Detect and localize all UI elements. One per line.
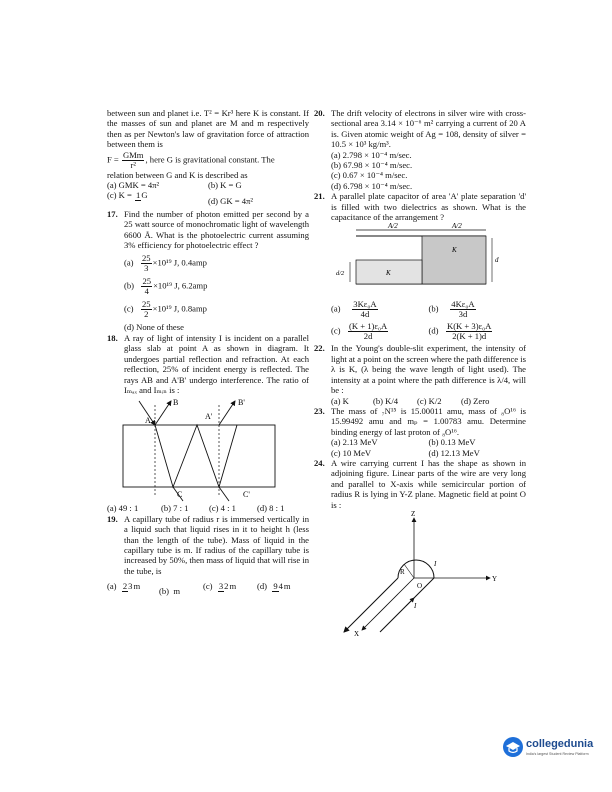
q19-option-c — [203, 581, 257, 596]
q17-option-c — [124, 300, 309, 319]
q22-number: 22. — [314, 343, 325, 354]
q18-text: A ray of light of intensity I is incident on a parallel glass slab at point A as shown in diagram. It undergoes partial reflection and refraction. At each reflection, 25% of incident energy is reflected. The rays AB and A'B' undergo interference. The ratio of Iₘₐₓ and Iₘᵢₙ is : — [124, 332, 309, 395]
label-I-bottom: I — [414, 601, 417, 610]
x-axis — [362, 578, 414, 630]
formula-rest: , here G is gravitational constant. The — [145, 154, 275, 165]
opt-label: (b) — [159, 586, 170, 597]
opt-rest: m — [173, 586, 181, 597]
q21-options — [314, 300, 526, 341]
label-I-top: I — [434, 559, 437, 568]
question-18 — [107, 333, 309, 395]
formula-den: r² — [130, 159, 136, 170]
q24-wire-diagram — [314, 510, 526, 638]
current-arrow-right — [406, 598, 414, 606]
q16-options-row2 — [107, 190, 309, 206]
frac-den: 3 — [144, 263, 149, 274]
q22-options — [314, 396, 526, 406]
opt-label: (b) — [428, 303, 439, 314]
q18-option-b: (b) 7 : 1 — [161, 503, 189, 514]
label-d: d — [495, 256, 499, 265]
q18-options — [107, 503, 309, 513]
q23-number: 23. — [314, 405, 325, 416]
label-d2: d/2 — [336, 270, 345, 278]
right-column — [314, 108, 526, 638]
frac-num: 3 — [218, 581, 224, 592]
frac-num: 3Kε₀A — [353, 299, 377, 310]
frac-den: 4 — [278, 581, 283, 592]
q21-options-row2 — [331, 322, 526, 341]
opt-label: (a) — [124, 257, 134, 268]
opt-frac — [141, 254, 152, 273]
opt-rest: m — [283, 581, 291, 592]
frac-num: 2 — [122, 581, 128, 592]
label-X: X — [354, 629, 360, 638]
opt-frac — [218, 582, 229, 592]
frac-den: 4 — [144, 286, 149, 297]
q19-number: 19. — [107, 513, 118, 524]
q23-option-d: (d) 12.13 MeV — [428, 447, 480, 458]
label-R: R — [400, 567, 405, 576]
label-B: B — [173, 398, 179, 408]
q24-number: 24. — [314, 457, 325, 468]
q17-number: 17. — [107, 208, 118, 219]
glass-slab — [123, 425, 275, 487]
q23-options — [314, 437, 526, 458]
q20-option-b: (b) 67.98 × 10⁻⁴ m/sec. — [331, 160, 413, 171]
q17-option-d: (d) None of these — [124, 322, 184, 333]
q18-number: 18. — [107, 332, 118, 343]
opt-label: (c) — [331, 325, 341, 336]
label-k-top: K — [452, 246, 457, 255]
q20-options — [314, 150, 526, 192]
opt-frac — [272, 582, 283, 592]
frac-num: K(K + 3)ε₀A — [446, 321, 492, 332]
question-19 — [107, 514, 309, 576]
q19-text: A capillary tube of radius r is immersed vertically in a liquid such that liquid rises in it to height h (less than the length of the tube). Mass of liquid in the capillary tube is m. If radius of the capillary tube is increased by 50%, then mass of liquid that will rise in the tube, is — [124, 513, 309, 576]
q20-option-d: (d) 6.798 × 10⁻⁴ m/sec. — [331, 180, 413, 191]
q23-option-c: (c) 10 MeV — [331, 447, 372, 458]
opt-frac — [141, 300, 152, 319]
q20-option-c: (c) 0.67 × 10⁻⁴ m/sec. — [331, 170, 408, 181]
q18-option-c: (c) 4 : 1 — [209, 503, 236, 514]
opt-label: (d) — [428, 325, 439, 336]
refracted-path — [155, 425, 237, 487]
label-Z: Z — [411, 509, 416, 518]
question-22 — [314, 343, 526, 395]
q20-text: The drift velocity of electrons in silver wire with cross-sectional area 3.14 × 10⁻⁶ m² carrying a current of 20 A is. Given atomic weight of Ag = 108, density of silver = 10.5 × 10³ kg/m³. — [331, 108, 526, 150]
q21-option-a — [331, 300, 429, 319]
opt-rest: ×10¹⁹ J, 0.4amp — [152, 257, 207, 268]
frac-num: 25 — [142, 276, 152, 287]
q20-number: 20. — [314, 108, 325, 118]
label-C1: C' — [243, 490, 250, 500]
q23-option-a: (a) 2.13 MeV — [331, 437, 378, 448]
dielectric-full — [422, 236, 486, 284]
opt-frac — [352, 300, 377, 319]
opt-label: (a) — [107, 581, 117, 592]
q22-option-b: (b) K/4 — [373, 395, 399, 406]
opt-label: (a) — [331, 303, 341, 314]
frac-den: 3 — [128, 581, 133, 592]
q16-option-c — [107, 190, 208, 206]
opt-frac — [348, 322, 388, 341]
label-half2: A/2 — [452, 222, 462, 231]
q16-c-label: (c) K = — [107, 190, 132, 201]
frac-num: 4Kε₀A — [451, 299, 475, 310]
q16-relation: relation between G and K is described as — [107, 169, 248, 180]
q22-text: In the Young's double-slit experiment, the intensity of light at a point on the screen where the path difference is λ is K, (λ being the wave length of light used). The intensity at a point where the path difference is λ/4, will be : — [331, 343, 526, 396]
q22-option-c: (c) K/2 — [417, 395, 442, 406]
label-A: A — [145, 416, 151, 426]
radius-line — [404, 564, 414, 578]
q16-option-d: (d) GK = 4π² — [208, 196, 253, 207]
question-20 — [314, 108, 526, 150]
opt-label: (d) — [257, 581, 268, 592]
label-half1: A/2 — [388, 222, 398, 231]
frac-num: 9 — [273, 581, 278, 592]
q23-text: The mass of ₇N¹⁵ is 15.00011 amu, mass of ₈O¹⁶ is 15.99492 amu and mₚ = 1.00783 amu. Determine binding energy of last proton of ₈O¹⁶. — [331, 405, 526, 437]
q21-option-b — [429, 300, 477, 319]
q17-option-b — [124, 277, 309, 296]
q21-text: A parallel plate capacitor of area 'A' plate separation 'd' is filled with two dielectrics as shown. What is the capacitance of the arrangement ? — [331, 191, 526, 223]
emergent-ray-c1 — [219, 487, 229, 501]
q24-text: A wire carrying current I has the shape as shown in adjoining figure. Linear parts of the wire are very long and parallel to X-axis while semicircular portion of radius R is lying in Y-Z plane. Magnetic field at point O is : — [331, 457, 526, 510]
formula-num: GMm — [122, 149, 144, 160]
frac-den: 2(K + 1)d — [452, 331, 487, 342]
frac-den: 3d — [458, 309, 468, 320]
q18-option-d: (d) 8 : 1 — [257, 503, 285, 514]
q16-options-row1 — [107, 180, 309, 190]
opt-frac — [141, 277, 152, 296]
wire-left — [344, 578, 398, 632]
q20-option-a: (a) 2.798 × 10⁻⁴ m/sec. — [331, 149, 412, 160]
frac-num: 25 — [142, 253, 151, 264]
q16-option-b: (b) K = G — [208, 180, 242, 191]
q22-option-a: (a) K — [331, 395, 349, 406]
q16-option-a: (a) GMK = 4π² — [107, 180, 160, 191]
question-21 — [314, 191, 526, 222]
q21-number: 21. — [314, 191, 325, 202]
q17-options — [107, 254, 309, 332]
q19-option-b — [159, 581, 203, 596]
q21-option-d — [429, 322, 494, 341]
formula-lhs: F = — [107, 154, 119, 165]
reflected-ray-a1b1 — [219, 401, 235, 425]
q21-option-c — [331, 322, 429, 341]
q18-option-a: (a) 49 : 1 — [107, 503, 139, 514]
label-C: C — [177, 490, 183, 500]
opt-rest: m — [133, 581, 141, 592]
opt-rest: ×10¹⁹ J, 0.8amp — [152, 303, 207, 314]
reflected-ray-ab — [155, 401, 171, 425]
frac-den: 2 — [144, 309, 149, 320]
q21-capacitor-diagram — [314, 222, 526, 300]
label-A1: A' — [205, 412, 213, 422]
opt-frac — [450, 300, 475, 319]
collegedunia-logo — [502, 734, 592, 764]
q23-option-b: (b) 0.13 MeV — [428, 437, 476, 448]
label-O: O — [417, 581, 423, 590]
q17-option-a — [124, 254, 309, 273]
question-24 — [314, 458, 526, 510]
opt-label: (c) — [124, 303, 134, 314]
frac-num: 25 — [142, 299, 151, 310]
opt-label: (b) — [124, 280, 135, 291]
q19-option-d — [257, 581, 291, 596]
label-k-low: K — [386, 269, 391, 278]
opt-frac — [446, 322, 492, 341]
label-Y: Y — [492, 574, 498, 583]
q16-c-num: 1 — [136, 190, 141, 201]
frac-num: (K + 1)ε₀A — [349, 321, 388, 332]
q19-option-a — [107, 581, 159, 596]
q22-option-d: (d) Zero — [461, 395, 490, 406]
q16-c-frac — [135, 191, 148, 201]
question-17 — [107, 209, 309, 251]
q21-options-row1 — [331, 300, 526, 319]
q16-formula — [107, 151, 309, 170]
q16-continuation: between sun and planet i.e. T² = Kr³ here K is constant. If the masses of sun and planet are M and m respectively then as per Newton's law of gravitation force of attraction between them is — [107, 108, 309, 150]
graduation-cap-icon — [502, 736, 524, 758]
q16-c-den: G — [141, 190, 148, 201]
q18-glass-slab-diagram — [107, 395, 309, 503]
label-B1: B' — [238, 398, 245, 408]
q17-text: Find the number of photon emitted per second by a 25 watt source of monochromatic light of wavelength 6600 Å. What is the photoelectric current assuming 3% efficiency for photoelectric effect ? — [124, 208, 309, 251]
left-column — [107, 108, 309, 597]
frac-den: 4d — [360, 309, 370, 320]
question-23 — [314, 406, 526, 437]
frac-den: 2d — [363, 331, 373, 342]
q19-options — [107, 581, 309, 596]
logo-tagline: India's largest Student Review Platform — [526, 752, 589, 756]
opt-rest: m — [229, 581, 237, 592]
frac-den: 2 — [224, 581, 229, 592]
opt-rest: ×10¹⁹ J, 6.2amp — [153, 280, 208, 291]
opt-frac — [122, 582, 133, 592]
logo-text: collegedunia — [526, 738, 594, 750]
formula-fraction — [122, 151, 145, 170]
opt-label: (c) — [203, 581, 213, 592]
